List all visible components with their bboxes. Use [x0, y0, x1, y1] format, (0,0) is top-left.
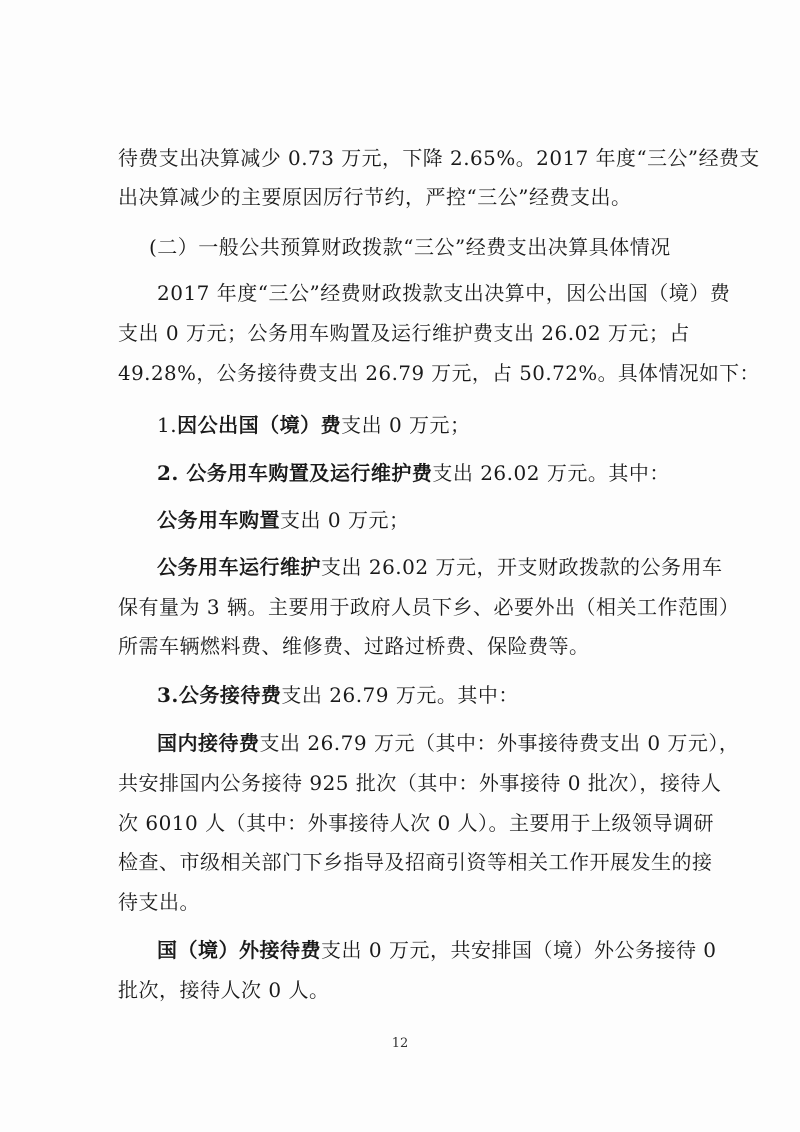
text-segment: 出决算减少的主要原因厉行节约，严控“三公”经费支出。 [118, 185, 632, 209]
text-segment: 49.28%，公务接待费支出 26.79 万元，占 50.72%。具体情况如下： [118, 361, 760, 385]
bold-term: 2. 公务用车购置及运行维护费 [157, 461, 433, 485]
text-segment: 共安排国内公务接待 925 批次（其中：外事接待 0 批次），接待人 [118, 771, 722, 795]
bold-term: 因公出国（境）费 [177, 413, 342, 437]
text-line [157, 505, 729, 535]
list-item [157, 458, 729, 488]
text-segment: 保有量为 3 辆。主要用于政府人员下乡、必要外出（相关工作范围） [118, 595, 740, 619]
text-segment: 待费支出决算减少 0.73 万元，下降 2.65%。2017 年度“三公”经费支 [118, 146, 760, 170]
bold-term: 国内接待费 [157, 731, 260, 755]
text-line [118, 887, 690, 917]
text-segment: 次 6010 人（其中：外事接待人次 0 人）。主要用于上级领导调研 [118, 811, 715, 835]
text-line [118, 808, 715, 838]
text-line [118, 975, 690, 1005]
text-line [118, 847, 713, 877]
text-segment: 检查、市级相关部门下乡指导及招商引资等相关工作开展发生的接 [118, 850, 713, 874]
text-line [157, 278, 729, 308]
text-segment: 支出 26.02 万元。其中： [432, 461, 670, 485]
text-segment: 批次，接待人次 0 人。 [118, 978, 330, 1002]
text-segment: 1. [157, 413, 178, 437]
bold-term: 公务用车购置 [157, 508, 280, 532]
text-segment: 支出 26.79 万元。其中： [281, 683, 519, 707]
text-segment: 待支出。 [118, 890, 200, 914]
text-segment: 支出 0 万元； [341, 413, 471, 437]
text-segment: 所需车辆燃料费、维修费、过路过桥费、保险费等。 [118, 634, 590, 658]
text-segment: 支出 0 万元；公务用车购置及运行维护费支出 26.02 万元；占 [118, 321, 690, 345]
text-line [118, 631, 690, 661]
text-line [157, 935, 729, 965]
text-segment: 支出 26.02 万元，开支财政拨款的公务用车 [321, 555, 723, 579]
section-heading [149, 232, 721, 262]
text-line [118, 318, 690, 348]
text-segment: 支出 0 万元，共安排国（境）外公务接待 0 [321, 938, 717, 962]
page-number: 12 [391, 1036, 409, 1051]
text-line [157, 728, 740, 758]
text-line [118, 768, 722, 798]
text-line [157, 552, 729, 582]
bold-term: 3.公务接待费 [157, 683, 282, 707]
text-line [118, 592, 740, 622]
list-item [157, 680, 729, 710]
text-line [118, 143, 760, 173]
text-segment: 支出 26.79 万元（其中：外事接待费支出 0 万元）， [259, 731, 740, 755]
text-segment: 2017 年度“三公”经费财政拨款支出决算中，因公出国（境）费 [157, 281, 731, 305]
text-segment: 支出 0 万元； [280, 508, 410, 532]
list-item [157, 410, 729, 440]
text-segment: (二）一般公共预算财政拨款“三公”经费支出决算具体情况 [149, 235, 671, 259]
bold-term: 国（境）外接待费 [157, 938, 321, 962]
text-line [118, 182, 690, 212]
bold-term: 公务用车运行维护 [157, 555, 321, 579]
text-line [118, 358, 760, 388]
